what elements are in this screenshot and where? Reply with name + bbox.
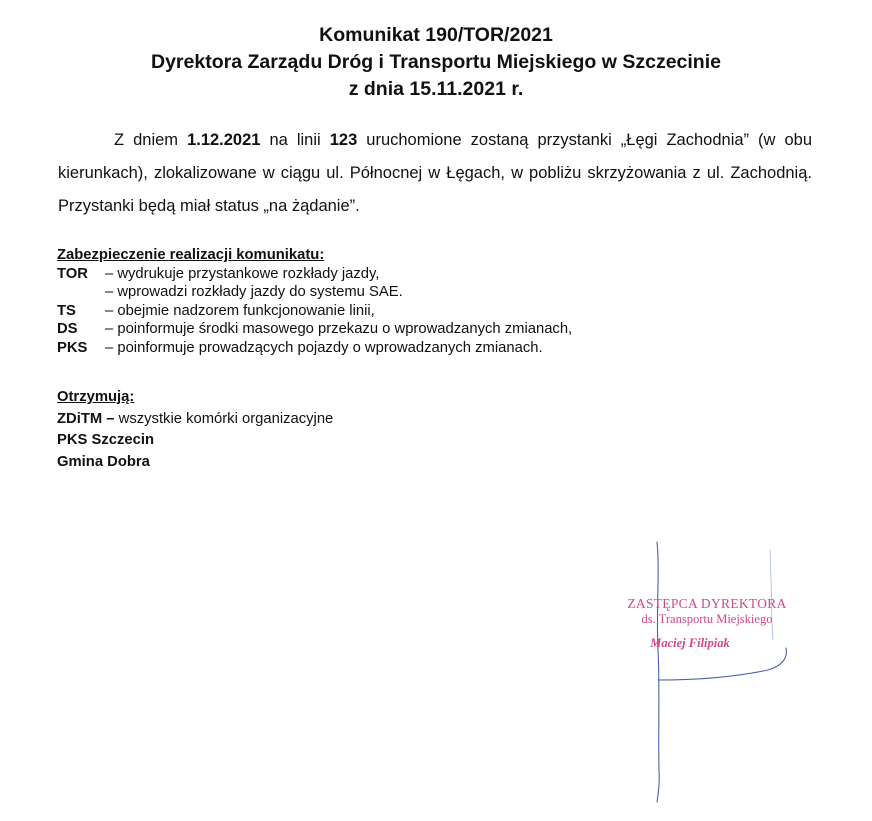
recipient-zditm	[57, 409, 757, 431]
row-code: TS	[57, 302, 76, 319]
recipient-zditm-desc: wszystkie komórki organizacyjne	[114, 410, 334, 427]
title-line-issuer: Dyrektora Zarządu Dróg i Transportu Miejskiego w Szczecinie	[151, 51, 721, 73]
security-section	[57, 246, 757, 357]
para-text-end: uruchomione zostaną przystanki „Łęgi Zachodnia” (w obu kierunkach), zlokalizowane w ciągu ul. Północnej w Łęgach, w pobliżu skrzyżowania z ul. Zachodnią. Przystanki będą miał status „na żądanie”.	[58, 131, 812, 215]
handwritten-signature	[600, 530, 820, 810]
stamp-department: ds. Transportu Miejskiego	[641, 612, 773, 626]
para-text-mid: na linii	[260, 131, 330, 149]
recipients-heading: Otrzymują:	[57, 389, 135, 405]
stamp-name: Maciej Filipiak	[650, 636, 730, 650]
security-row	[57, 339, 757, 358]
row-text: – obejmie nadzorem funkcjonowanie linii,	[105, 302, 375, 319]
row-text: – wydrukuje przystankowe rozkłady jazdy,	[105, 265, 380, 282]
recipient-gmina: Gmina Dobra	[57, 453, 150, 470]
document-title	[0, 22, 872, 103]
security-row	[57, 265, 757, 284]
row-code: TOR	[57, 265, 88, 282]
security-heading: Zabezpieczenie realizacji komunikatu:	[57, 247, 325, 263]
security-row	[57, 283, 757, 302]
stamp-title: ZASTĘPCA DYREKTORA	[627, 596, 787, 611]
announcement-paragraph	[58, 124, 812, 223]
row-text: – poinformuje prowadzących pojazdy o wprowadzanych zmianach.	[105, 339, 543, 356]
title-line-communique: Komunikat 190/TOR/2021	[319, 24, 553, 46]
director-stamp	[612, 596, 802, 651]
recipients-section	[57, 387, 757, 473]
security-row	[57, 320, 757, 339]
row-text: – wprowadzi rozkłady jazdy do systemu SAE.	[105, 284, 403, 300]
effective-date: 1.12.2021	[187, 131, 261, 149]
title-line-date: z dnia 15.11.2021 r.	[348, 78, 524, 100]
line-number: 123	[329, 131, 358, 149]
recipient-zditm-name: ZDiTM –	[57, 410, 115, 427]
security-row	[57, 302, 757, 321]
row-code: PKS	[57, 339, 88, 356]
para-text-start: Z dniem	[114, 131, 188, 149]
row-code: DS	[57, 321, 78, 337]
row-text: – poinformuje środki masowego przekazu o wprowadzanych zmianach,	[105, 321, 573, 337]
row-code	[57, 283, 105, 302]
recipient-pks: PKS Szczecin	[57, 432, 155, 448]
